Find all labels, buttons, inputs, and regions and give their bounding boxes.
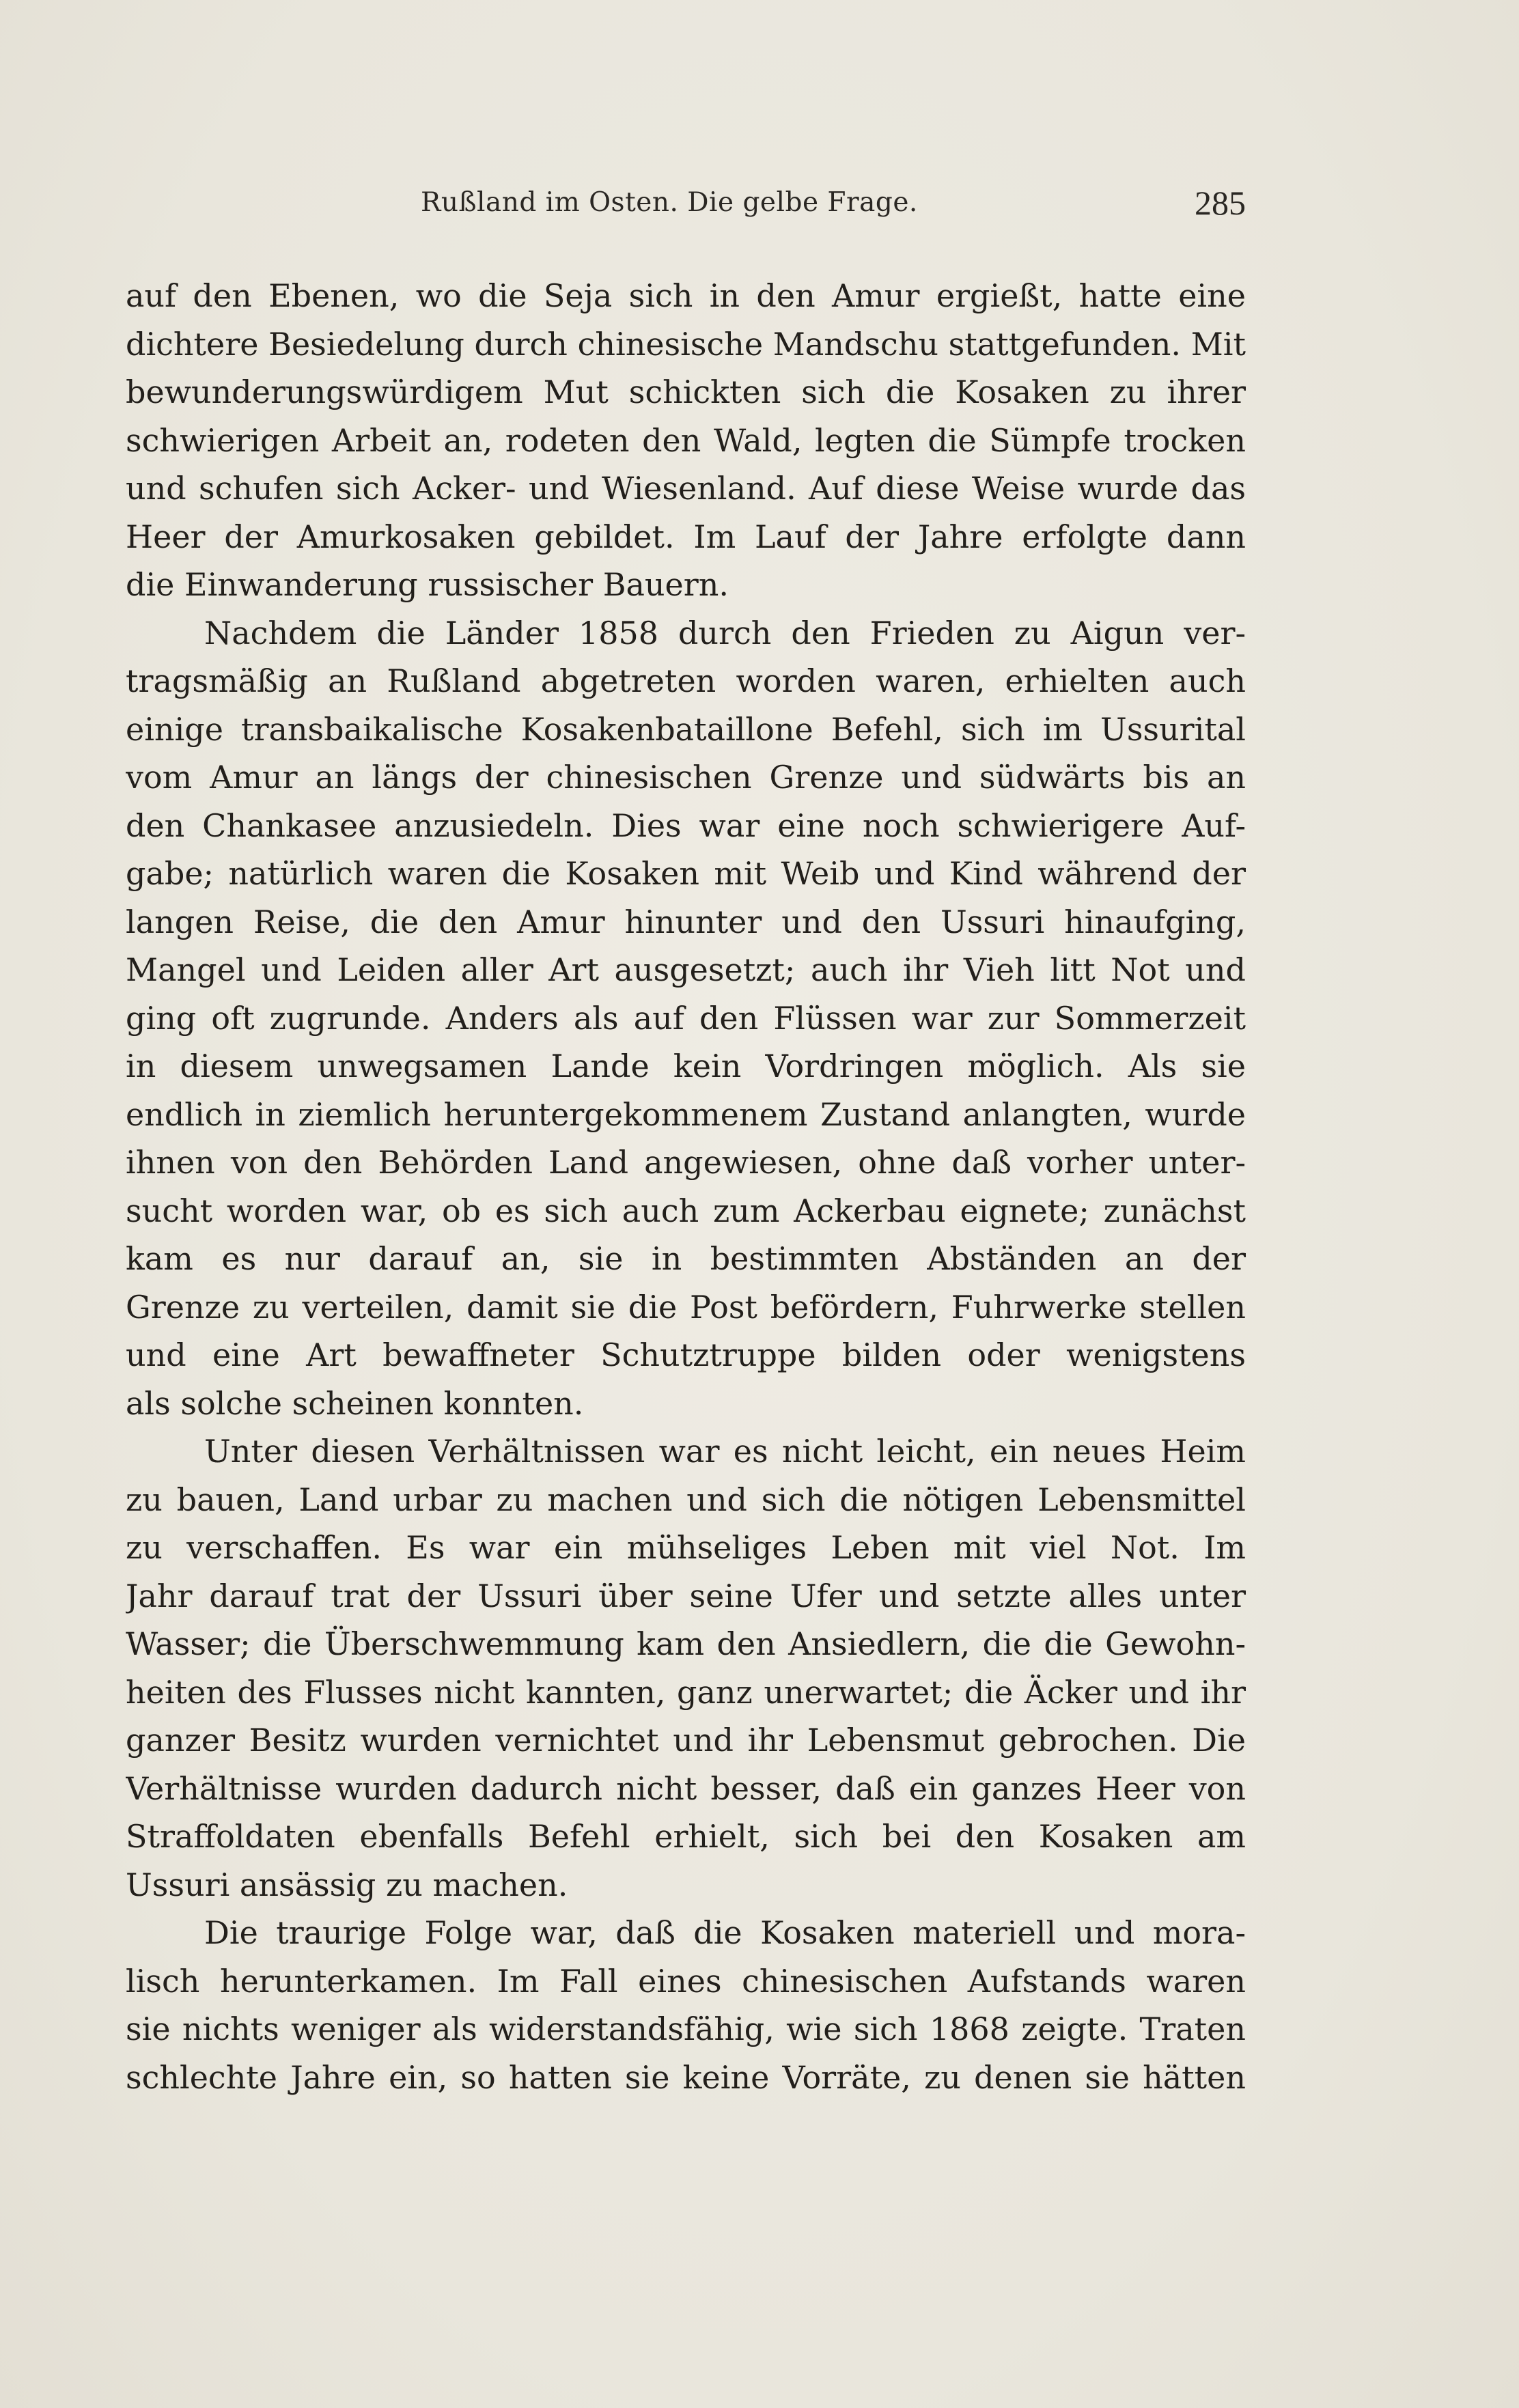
- text-line: ging oft zugrunde. Anders als auf den Flüssen war zur Sommerzeit: [126, 999, 1246, 1037]
- text-line: Mangel und Leiden aller Art ausgesetzt; auch ihr Vieh litt Not und: [126, 951, 1246, 988]
- text-line: bewunderungswürdigem Mut schickten sich die Kosaken zu ihrer: [126, 374, 1246, 410]
- text-line: in diesem unwegsamen Lande kein Vordringen möglich. Als sie: [126, 1048, 1246, 1084]
- text-line: auf den Ebenen, wo die Seja sich in den Amur ergießt, hatte eine: [126, 277, 1246, 314]
- text-line: als solche scheinen konnten.: [126, 1384, 584, 1422]
- paragraph-first-line: Unter diesen Verhältnissen war es nicht leicht, ein neues Heim: [204, 1433, 1246, 1470]
- text-line: schwierigen Arbeit an, rodeten den Wald, legten die Sümpfe trocken: [126, 421, 1246, 459]
- text-line: endlich in ziemlich heruntergekommenem Zustand anlangten, wurde: [126, 1095, 1246, 1133]
- text-line: tragsmäßig an Rußland abgetreten worden waren, erhielten auch: [126, 662, 1246, 699]
- text-line: sie nichts weniger als widerstandsfähig, wie sich 1868 zeigte. Traten: [126, 2011, 1246, 2047]
- paragraph-first-line: Nachdem die Länder 1858 durch den Frieden zu Aigun ver-: [204, 614, 1246, 652]
- text-line: lisch herunterkamen. Im Fall eines chinesischen Aufstands waren: [126, 1962, 1246, 2000]
- text-line: den Chankasee anzusiedeln. Dies war eine noch schwierigere Auf-: [126, 807, 1246, 844]
- text-line: die Einwanderung russischer Bauern.: [126, 566, 729, 603]
- text-line: langen Reise, die den Amur hinunter und den Ussuri hinaufging,: [126, 903, 1246, 940]
- text-line: schlechte Jahre ein, so hatten sie keine Vorräte, zu denen sie hätten: [126, 2058, 1246, 2096]
- text-line: Heer der Amurkosaken gebildet. Im Lauf der Jahre erfolgte dann: [126, 518, 1246, 555]
- page-header: [126, 183, 1246, 231]
- text-line: kam es nur darauf an, sie in bestimmten Abständen an der: [126, 1240, 1246, 1277]
- text-line: Grenze zu verteilen, damit sie die Post befördern, Fuhrwerke stellen: [126, 1288, 1246, 1326]
- text-line: einige transbaikalische Kosakenbataillone Befehl, sich im Ussurital: [126, 710, 1246, 748]
- text-line: sucht worden war, ob es sich auch zum Ackerbau eignete; zunächst: [126, 1192, 1246, 1229]
- text-line: Straffoldaten ebenfalls Befehl erhielt, sich bei den Kosaken am: [126, 1818, 1246, 1855]
- text-line: Ussuri ansässig zu machen.: [126, 1866, 568, 1903]
- text-line: Wasser; die Überschwemmung kam den Ansiedlern, die die Gewohn-: [126, 1625, 1246, 1662]
- text-line: zu bauen, Land urbar zu machen und sich die nötigen Lebensmittel: [126, 1481, 1246, 1518]
- text-line: gabe; natürlich waren die Kosaken mit Weib und Kind während der: [126, 855, 1246, 892]
- text-line: dichtere Besiedelung durch chinesische Mandschu stattgefunden. Mit: [126, 325, 1246, 363]
- text-line: und schufen sich Acker- und Wiesenland. Auf diese Weise wurde das: [126, 470, 1246, 507]
- text-line: heiten des Flusses nicht kannten, ganz unerwartet; die Äcker und ihr: [126, 1673, 1246, 1711]
- text-line: zu verschaffen. Es war ein mühseliges Leben mit viel Not. Im: [126, 1529, 1246, 1566]
- running-title: Rußland im Osten. Die gelbe Frage.: [421, 187, 918, 218]
- text-line: ihnen von den Behörden Land angewiesen, ohne daß vorher unter-: [126, 1144, 1246, 1181]
- paragraph-first-line: Die traurige Folge war, daß die Kosaken materiell und mora-: [204, 1914, 1246, 1951]
- text-line: ganzer Besitz wurden vernichtet und ihr Lebensmut gebrochen. Die: [126, 1722, 1246, 1759]
- text-line: Verhältnisse wurden dadurch nicht besser, daß ein ganzes Heer von: [126, 1769, 1246, 1807]
- text-line: und eine Art bewaffneter Schutztruppe bilden oder wenigstens: [126, 1336, 1246, 1373]
- body-text: [126, 272, 1246, 2101]
- text-line: vom Amur an längs der chinesischen Grenze und südwärts bis an: [126, 759, 1246, 796]
- text-line: Jahr darauf trat der Ussuri über seine Ufer und setzte alles unter: [126, 1577, 1246, 1614]
- page-number: 285: [1195, 184, 1246, 222]
